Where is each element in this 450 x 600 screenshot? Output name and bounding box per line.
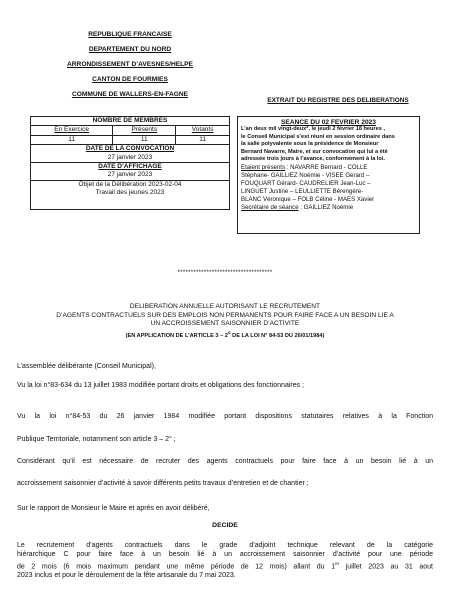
ref-part: (EN APPLICATION DE L’ARTICLE 3 – 2	[125, 332, 228, 339]
paragraph-loi-1984-l2: Publique Territoriale, notamment son article 3 – 2° ;	[17, 436, 176, 443]
presents-line: BLANC Véronique – FOLB Céline - MAES Xavier	[241, 195, 375, 203]
affichage-label: DATE D’AFFICHAGE	[31, 162, 229, 171]
ref-part: DE LA LOI N° 84-53 DU 26/01/1984)	[230, 332, 325, 339]
header-republique: REPUBLIQUE FRANCAISE	[88, 31, 172, 38]
deliberation-title-ref	[30, 329, 420, 340]
col-en-exercice: En Exercice	[31, 126, 113, 135]
seance-line: L’an deux mil vingt-deux*, le jeudi 2 février 18 heures ,	[241, 126, 385, 132]
recrutement-line: hiérarchique C pour faire face à un besoin lié à un accroissement saisonnier d’activité pour une période	[17, 551, 433, 558]
ref-sup: o	[227, 329, 231, 335]
decide-heading: DECIDE	[212, 522, 238, 529]
recrutement-line: 2023 inclus et pour le déroulement de la fête artisanale du 7 mai 2023.	[17, 572, 236, 580]
recrutement-line: Le recrutement d’agents contractuels dans le grade d’adjoint technique relevant de la catégorie	[17, 542, 433, 549]
paragraph-rapport: Sur le rapport de Monsieur le Maire et après en avoir délibéré,	[17, 505, 210, 512]
members-table	[31, 117, 229, 145]
header-block	[50, 30, 210, 99]
seance-presents	[241, 164, 416, 212]
secretaire-value: : GAILLIEZ Noémie	[298, 203, 354, 211]
affichage-date: 27 janvier 2023	[107, 171, 153, 179]
val-votants: 11	[176, 135, 229, 144]
paragraph-loi-1984-l1: Vu la loi n°84-53 du 26 janvier 1984 modifiée portant dispositions statutaires relatives à la Fonction	[17, 413, 433, 420]
convocation-date: 27 janvier 2023	[107, 153, 153, 161]
paragraph-considerant-l1: Considérant qu’il est nécessaire de recruter des agents contractuels pour faire face à un besoin lié à un	[17, 458, 433, 465]
val-presents: 11	[113, 135, 176, 144]
presents-label: Etaient présents	[241, 163, 286, 171]
presents-line: : NAVARRE Bernard - COLLE	[285, 163, 368, 171]
seance-line: le Conseil Municipal s’est réuni en session ordinaire dans	[241, 133, 395, 140]
header-departement: DEPARTEMENT DU NORD	[88, 46, 172, 53]
header-arrondissement: ARRONDISSEMENT D’AVESNES/HELPE	[67, 61, 193, 68]
extrait-title: EXTRAIT DU REGISTRE DES DELIBERATIONS	[267, 97, 409, 104]
recrutement-sup: er	[335, 561, 340, 566]
paragraph-recrutement	[17, 541, 433, 580]
recrutement-line	[17, 559, 433, 571]
presents-line: FOUQUART Gérard- CAUDRELIER Jean-Luc –	[241, 179, 371, 187]
deliberation-title-line: UN ACCROISSEMENT SAISONNIER D’ACTIVITE	[150, 320, 300, 328]
seance-line: la salle polyvalente sous la présidence de Monsieur	[241, 141, 379, 148]
deliberation-title-line: D’AGENTS CONTRACTUELS SUR DES EMPLOIS NON PERMANENTS POUR FAIRE FACE A UN BESOIN LIE A	[56, 311, 394, 319]
seance-intro	[241, 126, 416, 164]
members-title: NOMBRE DE MEMBRES	[31, 117, 229, 126]
seance-line: adressée trois jours à l’avance, conformément à la loi.	[241, 156, 385, 163]
header-canton: CANTON DE FOURMIES	[92, 76, 168, 83]
seance-line: Bernard Navarre, Maire, et sur convocation qui lui a été	[241, 148, 388, 155]
paragraph-assemblee: L’assemblée délibérante (Conseil Municipal),	[17, 363, 156, 370]
col-presents: Présents	[113, 126, 176, 135]
recrutement-part: juillet 2023 au 31 aout	[339, 563, 433, 571]
val-en-exercice: 11	[31, 135, 113, 144]
objet-text: Travail des jeunes 2023	[95, 189, 165, 197]
col-votants: Votants	[176, 126, 229, 135]
paragraph-loi-1983: Vu la loi n°83-634 du 13 juillet 1983 modifiée portant droits et obligations des fonctionnaires ;	[17, 382, 304, 389]
deliberation-title-line: DELIBERATION ANNUELLE AUTORISANT LE RECRUTEMENT	[129, 303, 321, 310]
convocation-label: DATE DE LA CONVOCATION	[85, 145, 175, 153]
header-commune: COMMUNE DE WALLERS-EN-FAGNE	[71, 91, 189, 98]
deliberation-title	[30, 303, 420, 340]
separator: ************************************	[177, 270, 273, 276]
secretaire-label: Secrétaire de séance	[241, 203, 299, 211]
presents-line: LINGUET Justine – LEULLIETTE Bérengère-	[241, 187, 364, 195]
presents-line: Stéphane- GAILLIEZ Noémie - VISEE Gérard –	[241, 171, 370, 179]
seance-box	[237, 116, 420, 234]
paragraph-considerant-l2: accroissement saisonnier d’activité à savoir différents petits travaux d’entretien et de chantier ;	[17, 480, 309, 487]
seance-title: SEANCE DU 02 FEVRIER 2023	[281, 119, 376, 126]
objet-line: Objet de la Délibération 2023-02-04	[31, 180, 229, 189]
recrutement-part: de 2 mois (6 mois maximum pendant une même période de 12 mois) allant du 1	[17, 563, 336, 571]
members-box	[30, 116, 230, 210]
